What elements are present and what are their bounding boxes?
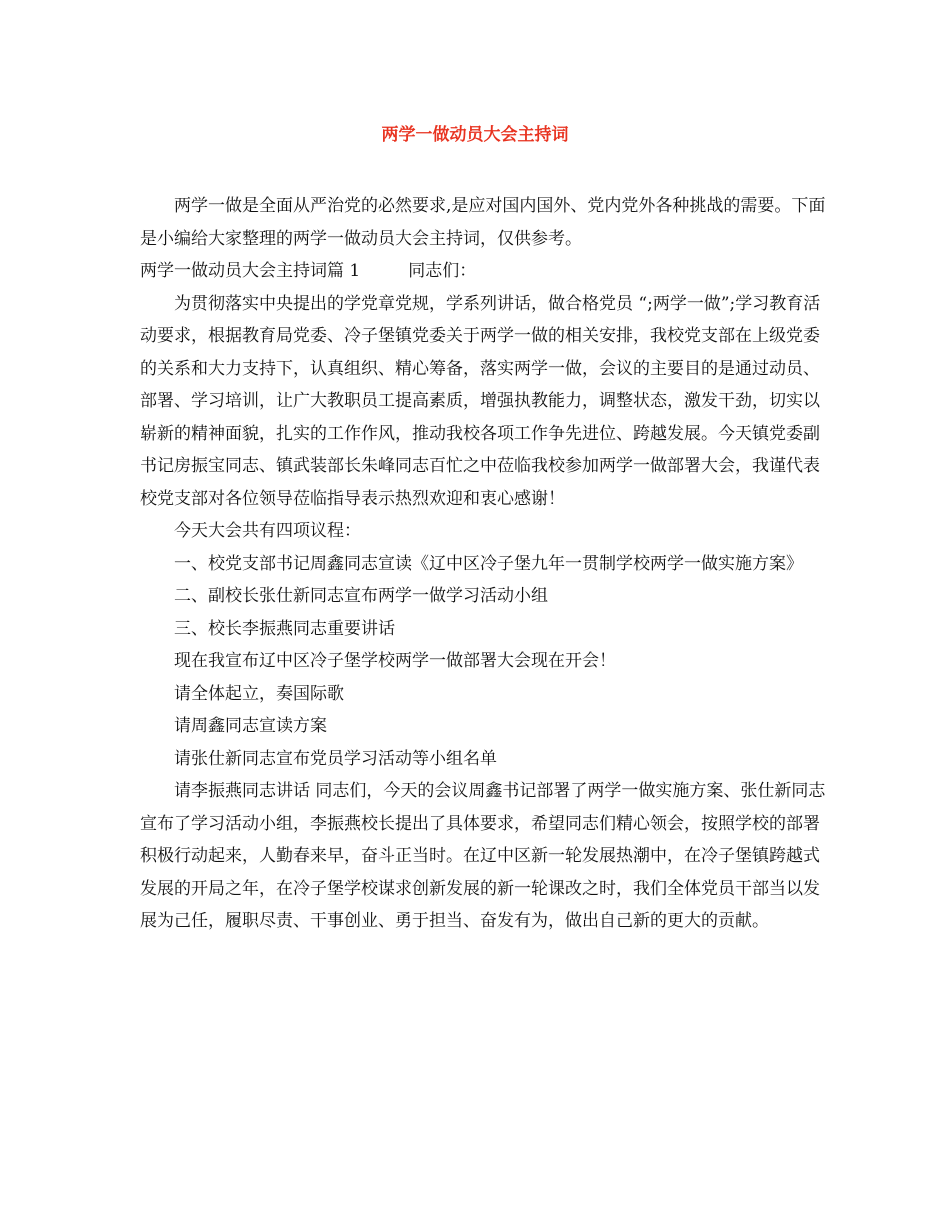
paragraph-announcement: 现在我宣布辽中区冷子堡学校两学一做部署大会现在开会！ xyxy=(174,651,616,671)
document-title: 两学一做动员大会主持词 xyxy=(381,125,569,145)
document-body xyxy=(140,190,830,938)
agenda-item-1: 一、校党支部书记周鑫同志宣读《辽中区冷子堡九年一贯制学校两学一做实施方案》 xyxy=(174,553,803,574)
paragraph-anthem: 请全体起立，奏国际歌 xyxy=(174,683,344,704)
paragraph-group-list: 请张仕新同志宣布党员学习活动等小组名单 xyxy=(174,748,497,769)
intro-paragraph: 两学一做是全面从严治党的必然要求,是应对国内国外、党内党外各种挑战的需要。下面是小编给大家整理的两学一做动员大会主持词，仅供参考。 xyxy=(140,196,826,249)
section-heading-line xyxy=(140,255,830,288)
paragraph-read-plan: 请周鑫同志宣读方案 xyxy=(174,716,327,736)
agenda-item-3: 三、校长李振燕同志重要讲话 xyxy=(174,618,395,639)
paragraph-agenda-intro: 今天大会共有四项议程： xyxy=(174,521,361,541)
paragraph-closing: 请李振燕同志讲话 同志们，今天的会议周鑫书记部署了两学一做实施方案、张仕新同志宣布了学习活动小组，李振燕校长提出了具体要求，希望同志们精心领会，按照学校的部署积极行动起来，人勤春来早，奋斗正当时。在辽中区新一轮发展热潮中，在冷子堡镇跨越式发展的开局之年，在冷子堡学校谋求创新发展的新一轮课改之时，我们全体党员干部当以发展为己任，履职尽责、干事创业、勇于担当、奋发有为，做出自己新的更大的贡献。 xyxy=(140,781,826,931)
paragraph-opening: 为贯彻落实中央提出的学党章党规，学系列讲话，做合格党员 “;两学一做”;学习教育活动要求，根据教育局党委、冷子堡镇党委关于两学一做的相关安排，我校党支部在上级党委的关系和大力支持下，认真组织、精心筹备，落实两学一做，会议的主要目的是通过动员、部署、学习培训，让广大教职员工提高素质，增强执教能力，调整状态，激发干劲，切实以崭新的精神面貌，扎实的工作作风，推动我校各项工作争先进位、跨越发展。今天镇党委副书记房振宝同志、镇武装部长朱峰同志百忙之中莅临我校参加两学一做部署大会，我谨代表校党支部对各位领导莅临指导表示热烈欢迎和衷心感谢！ xyxy=(140,293,821,509)
section-heading: 两学一做动员大会主持词篇 1 xyxy=(140,261,361,281)
agenda-item-2: 二、副校长张仕新同志宣布两学一做学习活动小组 xyxy=(174,586,548,606)
greeting: 同志们： xyxy=(408,261,477,281)
